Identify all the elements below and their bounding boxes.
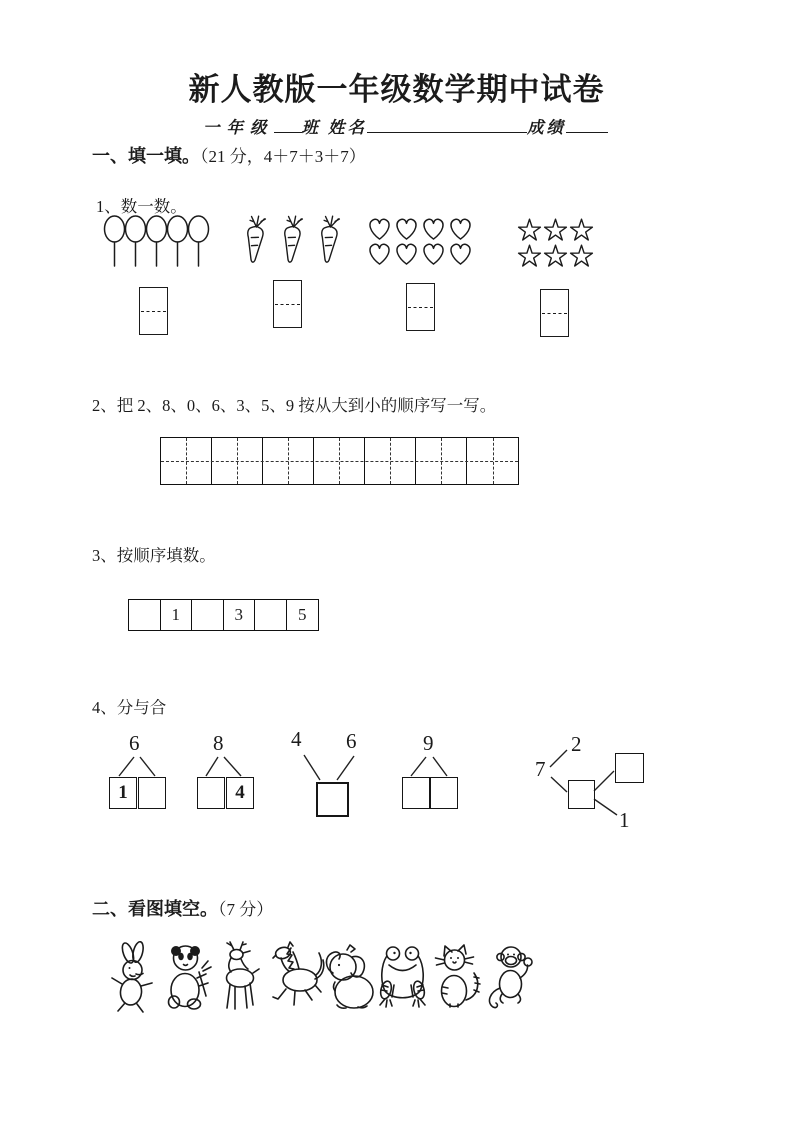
animal-elephant bbox=[323, 940, 376, 1016]
bond3-whole-box bbox=[316, 782, 349, 817]
q3-label: 3、按顺序填数。 bbox=[92, 546, 216, 565]
star-icon bbox=[543, 244, 568, 268]
number-bond-4 bbox=[397, 733, 467, 813]
bond5-part2: 1 bbox=[619, 808, 630, 832]
carrot-group bbox=[240, 214, 345, 268]
bond4-left-box bbox=[402, 777, 430, 809]
bond5-box-a bbox=[568, 780, 595, 809]
animal-cat bbox=[431, 940, 484, 1016]
count-answer-box-hearts bbox=[406, 283, 435, 331]
q3-cell: 3 bbox=[224, 600, 256, 630]
q2-grid-midline bbox=[161, 461, 518, 462]
heart-icon bbox=[420, 216, 447, 241]
bond2-whole: 8 bbox=[213, 731, 224, 755]
q2-writing-grid bbox=[160, 437, 519, 485]
q3-cell: 1 bbox=[161, 600, 193, 630]
section1-heading-points: （21 分，4＋7＋3＋7） bbox=[200, 147, 366, 166]
bond2-right-box: 4 bbox=[226, 777, 254, 809]
balloon-icon bbox=[187, 215, 210, 269]
bond2-left-box bbox=[197, 777, 225, 809]
heart-icon bbox=[420, 241, 447, 266]
bond5-part1: 2 bbox=[571, 732, 582, 756]
animal-frog bbox=[377, 940, 430, 1016]
bond4-whole: 9 bbox=[423, 731, 434, 755]
animal-monkey bbox=[485, 940, 538, 1016]
q3-cell bbox=[129, 600, 161, 630]
count-answer-box-carrots bbox=[273, 280, 302, 328]
bond4-right-box bbox=[430, 777, 458, 809]
count-answer-box-stars bbox=[540, 289, 569, 337]
student-info-line bbox=[203, 114, 608, 138]
count-answer-box-balloons bbox=[139, 287, 168, 335]
star-icon bbox=[517, 218, 542, 242]
star-icon bbox=[543, 218, 568, 242]
q4-label: 4、分与合 bbox=[92, 698, 167, 717]
star-icon bbox=[517, 244, 542, 268]
carrot-icon bbox=[240, 214, 271, 268]
q2-label: 2、把 2、8、0、6、3、5、9 按从大到小的顺序写一写。 bbox=[92, 396, 497, 415]
section2-heading-title: 二、看图填空。 bbox=[92, 899, 218, 919]
animal-rabbit bbox=[107, 940, 160, 1016]
page-title: 新人教版一年级数学期中试卷 bbox=[188, 72, 605, 107]
animal-panda bbox=[161, 940, 214, 1016]
score-blank bbox=[566, 117, 608, 133]
number-bond-2 bbox=[192, 733, 262, 813]
section1-heading-title: 一、填一填。 bbox=[92, 146, 200, 166]
heart-icon bbox=[447, 216, 474, 241]
bond1-whole: 6 bbox=[129, 731, 140, 755]
bond1-left-box: 1 bbox=[109, 777, 137, 809]
q3-cell bbox=[255, 600, 287, 630]
number-bond-1 bbox=[104, 733, 174, 813]
heart-icon bbox=[447, 241, 474, 266]
balloon-group bbox=[103, 215, 208, 269]
animal-horse bbox=[269, 940, 322, 1016]
star-icon bbox=[569, 218, 594, 242]
heart-group bbox=[366, 216, 474, 266]
star-group bbox=[517, 218, 595, 268]
number-bond-3 bbox=[289, 727, 371, 819]
heart-icon bbox=[393, 216, 420, 241]
balloon-icon bbox=[145, 215, 168, 269]
name-blank bbox=[367, 117, 527, 133]
carrot-icon bbox=[314, 214, 345, 268]
q3-cell: 5 bbox=[298, 605, 307, 624]
heart-icon bbox=[366, 216, 393, 241]
balloon-icon bbox=[166, 215, 189, 269]
heart-icon bbox=[393, 241, 420, 266]
number-bond-5-chain bbox=[532, 726, 654, 838]
section2-heading-points: （7 分） bbox=[218, 900, 274, 919]
q3-cell bbox=[192, 600, 224, 630]
score-label: 成绩 bbox=[527, 118, 566, 137]
grade-label: 一年级 bbox=[203, 118, 274, 137]
q1-label: 1、数一数。 bbox=[96, 197, 187, 216]
animals-row bbox=[107, 936, 538, 1016]
q3-number-row bbox=[128, 599, 319, 631]
bond1-right-box bbox=[138, 777, 166, 809]
balloon-icon bbox=[124, 215, 147, 269]
balloon-icon bbox=[103, 215, 126, 269]
name-label: 姓名 bbox=[328, 118, 367, 137]
section2-heading bbox=[92, 895, 273, 921]
heart-icon bbox=[366, 241, 393, 266]
star-icon bbox=[569, 244, 594, 268]
animal-deer bbox=[215, 940, 268, 1016]
carrot-icon bbox=[277, 214, 308, 268]
bond5-box-b bbox=[615, 753, 644, 783]
class-label: 班 bbox=[301, 118, 318, 137]
bond5-whole: 7 bbox=[535, 757, 546, 781]
bond3-part-left: 4 bbox=[291, 727, 302, 751]
bond3-part-right: 6 bbox=[346, 729, 357, 753]
class-number-blank bbox=[274, 117, 302, 133]
section1-heading bbox=[92, 142, 366, 168]
